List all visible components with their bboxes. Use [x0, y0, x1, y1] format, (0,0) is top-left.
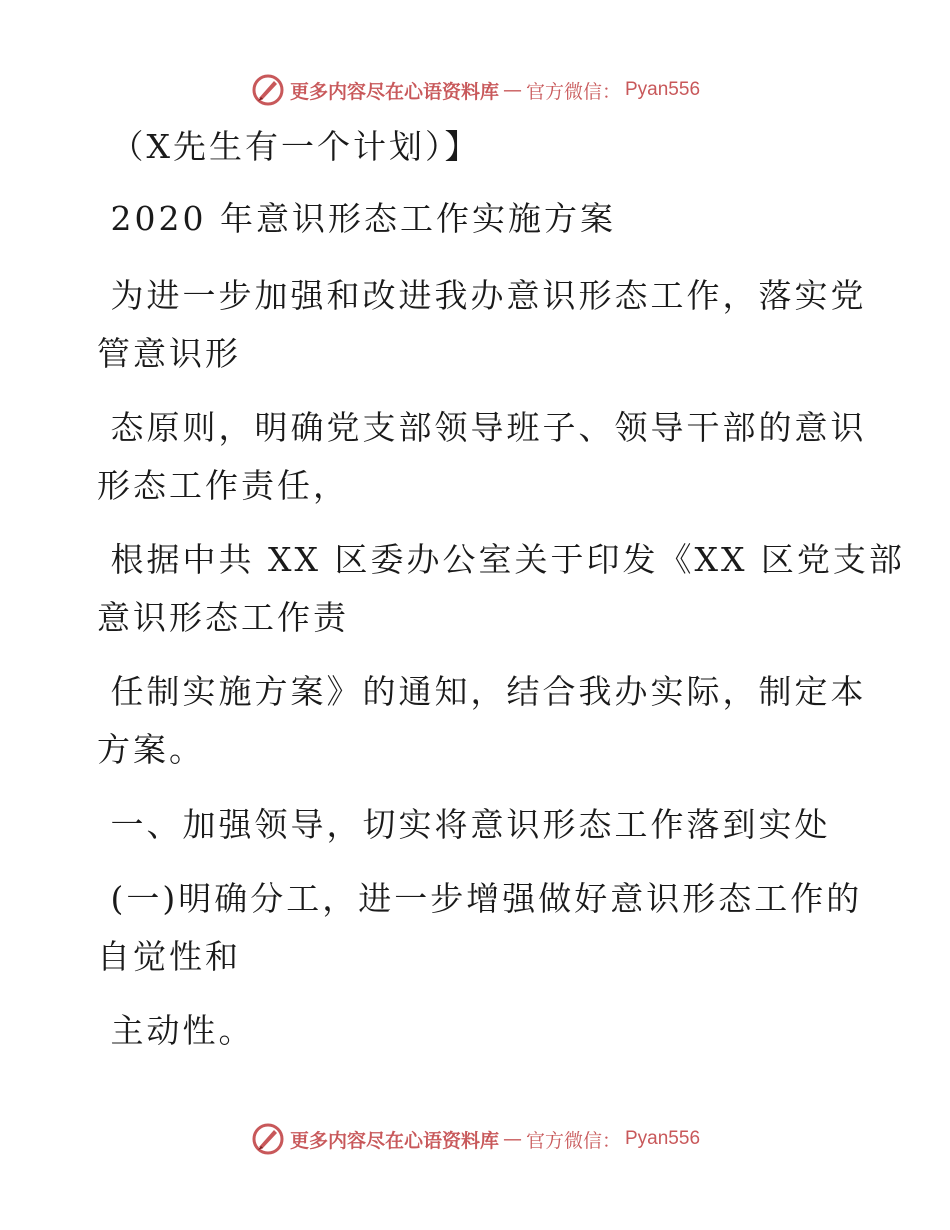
watermark-wechat-id: Pyan556: [625, 79, 701, 100]
section-heading: 一、加强领导，切实将意识形态工作落到实处: [97, 805, 831, 844]
watermark-dash: —: [502, 1128, 522, 1150]
doc-line: 自觉性和: [97, 937, 241, 976]
quill-pen-circle-icon: [250, 72, 286, 108]
watermark-official-label: 官方微信：: [525, 80, 621, 103]
quill-pen-circle-icon: [250, 1121, 286, 1157]
doc-line: 形态工作责任，: [97, 466, 349, 505]
doc-line: 根据中共 XX 区委办公室关于印发《XX 区党支部: [97, 540, 905, 579]
doc-line: 态原则，明确党支部领导班子、领导干部的意识: [97, 408, 867, 447]
subsection-heading: (一)明确分工，进一步增强做好意识形态工作的: [97, 879, 863, 918]
watermark-site-name: 更多内容尽在心语资料库: [289, 80, 499, 103]
watermark-site-name: 更多内容尽在心语资料库: [289, 1129, 499, 1152]
doc-line: 主动性。: [97, 1011, 255, 1050]
doc-line: 管意识形: [97, 334, 241, 373]
doc-line: 意识形态工作责: [97, 598, 349, 637]
doc-line: 为进一步加强和改进我办意识形态工作，落实党: [97, 276, 867, 315]
watermark-dash: —: [502, 79, 522, 101]
watermark-wechat-id: Pyan556: [625, 1128, 701, 1149]
doc-line: 任制实施方案》的通知，结合我办实际，制定本: [97, 672, 867, 711]
watermark-official-label: 官方微信：: [525, 1129, 621, 1152]
header-watermark: [0, 70, 950, 110]
doc-line: （X先生有一个计划）】: [97, 127, 481, 166]
doc-line: 方案。: [97, 730, 205, 769]
footer-watermark: [0, 1119, 950, 1159]
doc-title: 2020 年意识形态工作实施方案: [97, 199, 616, 238]
